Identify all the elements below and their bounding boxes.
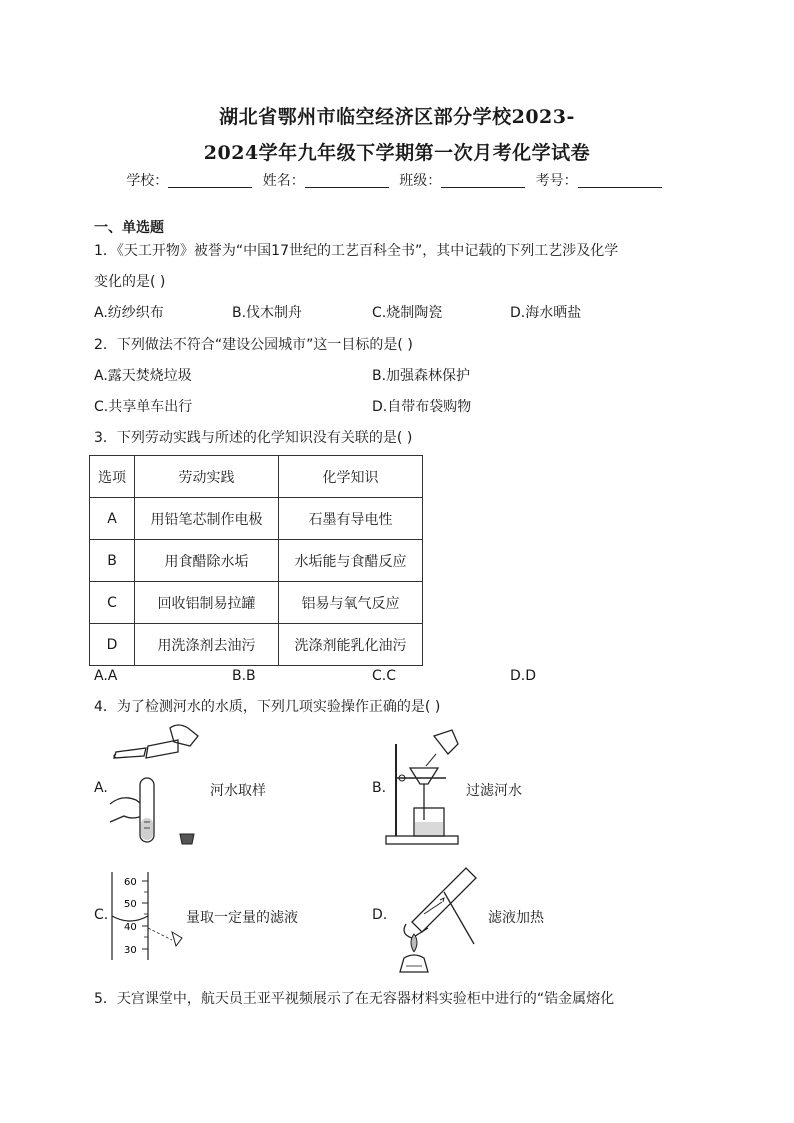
header-practice: 劳动实践	[135, 456, 279, 498]
row-knowledge: 石墨有导电性	[279, 498, 423, 540]
row-practice: 用食醋除水垢	[135, 540, 279, 582]
row-practice: 用铅笔芯制作电极	[135, 498, 279, 540]
q3-option-a[interactable]: A.A	[94, 668, 118, 684]
q5-stem: 5．天宫课堂中，航天员王亚平视频展示了在无容器材料实验柜中进行的“锆金属熔化	[94, 991, 615, 1007]
school-blank[interactable]	[168, 173, 252, 188]
exam-number-label: 考号：	[535, 173, 578, 189]
student-info-row	[0, 170, 794, 190]
row-letter: B	[90, 540, 135, 582]
q4-option-d-letter[interactable]: D.	[372, 907, 388, 923]
cyl-tick-60: 60	[124, 877, 137, 888]
class-label: 班级：	[399, 173, 442, 189]
cylinder-illustration	[108, 870, 188, 962]
row-practice: 回收铝制易拉罐	[135, 582, 279, 624]
q4-option-c-caption: 量取一定量的滤液	[186, 910, 298, 926]
exam-title-line2: 2024学年九年级下学期第一次月考化学试卷	[203, 142, 591, 164]
q3-table	[89, 455, 423, 666]
row-knowledge: 铝易与氧气反应	[279, 582, 423, 624]
q4-option-b-caption: 过滤河水	[466, 783, 522, 799]
q1-stem-line1: 1．《天工开物》被誉为“中国17世纪的工艺百科全书”，其中记载的下列工艺涉及化学	[94, 243, 619, 259]
heating-illustration	[384, 862, 484, 974]
q4-option-b-letter[interactable]: B.	[372, 780, 387, 796]
school-label: 学校：	[126, 173, 169, 189]
q2-option-d[interactable]: D.自带布袋购物	[372, 399, 472, 415]
filtration-illustration	[384, 726, 464, 848]
row-practice: 用洗涤剂去油污	[135, 624, 279, 666]
q3-stem: 3．下列劳动实践与所述的化学知识没有关联的是( )	[94, 430, 413, 446]
sampling-illustration	[108, 718, 208, 852]
q2-stem: 2．下列做法不符合“建设公园城市”这一目标的是( )	[94, 337, 413, 353]
q4-stem: 4．为了检测河水的水质，下列几项实验操作正确的是( )	[94, 699, 441, 715]
q2-option-b[interactable]: B.加强森林保护	[372, 368, 471, 384]
q1-option-a[interactable]: A.纺纱织布	[94, 305, 164, 321]
q2-option-c[interactable]: C.共享单车出行	[94, 399, 193, 415]
name-label: 姓名：	[262, 173, 305, 189]
q4-option-a-letter[interactable]: A.	[94, 780, 108, 796]
q2-option-a[interactable]: A.露天焚烧垃圾	[94, 368, 192, 384]
cyl-tick-50: 50	[124, 899, 137, 910]
exam-number-blank[interactable]	[578, 173, 662, 188]
q3-option-d[interactable]: D.D	[510, 668, 537, 684]
table-row	[90, 582, 423, 624]
table-row	[90, 540, 423, 582]
name-blank[interactable]	[305, 173, 389, 188]
cyl-tick-30: 30	[124, 945, 137, 956]
q3-option-b[interactable]: B.B	[232, 668, 256, 684]
table-header-row	[90, 456, 423, 498]
q3-option-c[interactable]: C.C	[372, 668, 397, 684]
q4-option-c-letter[interactable]: C.	[94, 907, 109, 923]
row-letter: D	[90, 624, 135, 666]
q1-option-b[interactable]: B.伐木制舟	[232, 305, 303, 321]
section-title: 一、单选题	[94, 220, 164, 236]
row-knowledge: 洗涤剂能乳化油污	[279, 624, 423, 666]
cyl-tick-40: 40	[124, 922, 137, 933]
exam-title-line1: 湖北省鄂州市临空经济区部分学校2023-	[219, 106, 575, 128]
class-blank[interactable]	[441, 173, 525, 188]
row-knowledge: 水垢能与食醋反应	[279, 540, 423, 582]
q4-option-d-caption: 滤液加热	[488, 910, 544, 926]
q1-stem-line2: 变化的是( )	[94, 274, 166, 290]
table-row	[90, 624, 423, 666]
row-letter: A	[90, 498, 135, 540]
header-option: 选项	[90, 456, 135, 498]
q1-option-d[interactable]: D.海水晒盐	[510, 305, 582, 321]
table-row	[90, 498, 423, 540]
q4-option-a-caption: 河水取样	[210, 783, 266, 799]
q1-option-c[interactable]: C.烧制陶瓷	[372, 305, 443, 321]
row-letter: C	[90, 582, 135, 624]
header-knowledge: 化学知识	[279, 456, 423, 498]
